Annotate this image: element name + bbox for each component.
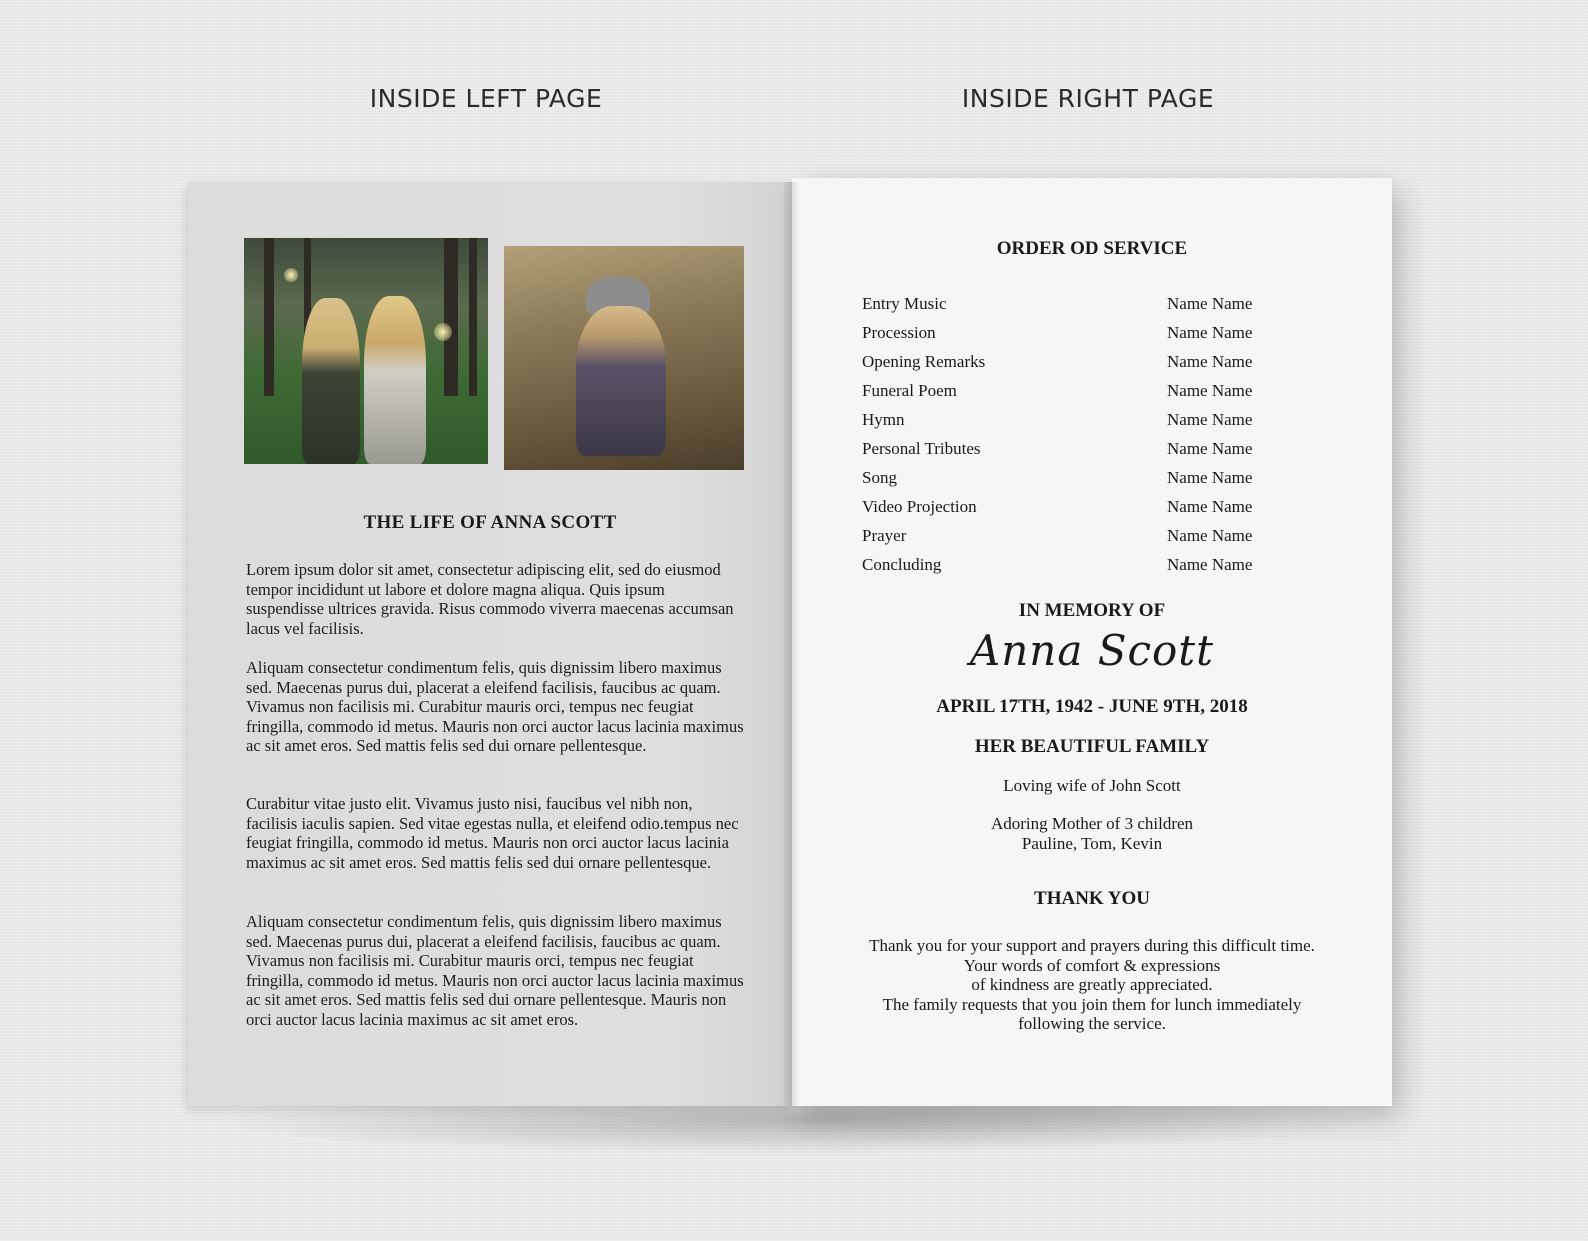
family-line: Pauline, Tom, Kevin [1021, 834, 1163, 853]
thank-you-title: THANK YOU [1034, 888, 1150, 909]
service-name: Name Name [1167, 381, 1253, 400]
life-dates: APRIL 17TH, 1942 - JUNE 9TH, 2018 [936, 696, 1248, 717]
service-row [862, 439, 1282, 468]
thank-you-line: Your words of comfort & expressions [963, 955, 1221, 975]
service-item: Concluding [862, 555, 942, 574]
service-item: Opening Remarks [862, 352, 986, 371]
service-name: Name Name [1167, 555, 1253, 574]
person-figure [364, 296, 426, 464]
service-name: Name Name [1167, 526, 1253, 545]
tree-trunk [264, 238, 274, 396]
life-paragraph: Lorem ipsum dolor sit amet, consectetur adipiscing elit, sed do eiusmod tempor incididunt ut labore et dolore magna aliqua. Quis ipsum suspendisse ultrices gravida. Risus commodo viverra maecenas accumsan lacus vel facilisis. [246, 560, 734, 638]
sparkler-glow [434, 323, 452, 341]
service-row [862, 526, 1282, 555]
service-name: Name Name [1167, 323, 1253, 342]
service-row [862, 294, 1282, 323]
service-item: Song [862, 468, 897, 487]
deceased-name-script: Anna Scott [969, 626, 1215, 675]
sparkler-glow [284, 268, 298, 282]
inside-left-page [188, 182, 792, 1106]
family-line: Adoring Mother of 3 children [990, 814, 1194, 833]
person-figure [576, 306, 666, 456]
order-of-service-list [862, 294, 1282, 584]
service-row [862, 497, 1282, 526]
service-item: Personal Tributes [862, 439, 981, 458]
life-paragraph: Aliquam consectetur condimentum felis, quis dignissim libero maximus sed. Maecenas purus dui, placerat a eleifend facilisis, faucibus ac quam. Vivamus non facilisis mi. Curabitur mauris orci, tempus nec feugiat fringilla, commodo id metus. Mauris non orci auctor lacus lacinia maximus ac sit amet eros. Sed mattis felis sed dui ornare pellentesque. Mauris non orci auctor lacus lacinia maximus ac sit amet eros. [246, 912, 744, 1029]
life-paragraph: Curabitur vitae justo elit. Vivamus justo nisi, faucibus vel nibh non, facilisis iaculis sapien. Sed vitae egestas nulla, et eleifend odio.tempus nec feugiat fringilla, commodo id metus. Mauris non orci auctor lacus lacinia maximus ac sit amet eros. Sed mattis felis sed dui ornare pellentesque. [246, 794, 739, 872]
tree-trunk [469, 238, 477, 396]
service-name: Name Name [1167, 497, 1253, 516]
service-row [862, 352, 1282, 381]
service-row [862, 323, 1282, 352]
service-row [862, 381, 1282, 410]
service-row [862, 555, 1282, 584]
in-memory-title: IN MEMORY OF [1018, 600, 1166, 621]
center-fold [784, 182, 800, 1106]
service-item: Entry Music [862, 294, 947, 313]
service-item: Video Projection [862, 497, 977, 516]
service-item: Prayer [862, 526, 907, 545]
thank-you-line: Thank you for your support and prayers during this difficult time. [869, 936, 1315, 955]
service-name: Name Name [1167, 294, 1253, 313]
thank-you-line: of kindness are greatly appreciated. [971, 975, 1213, 994]
thank-you-line: The family requests that you join them for lunch immediately [882, 994, 1302, 1014]
service-name: Name Name [1167, 410, 1253, 429]
service-item: Funeral Poem [862, 381, 957, 400]
service-row [862, 468, 1282, 497]
person-figure [302, 298, 360, 464]
tree-trunk [444, 238, 458, 396]
service-name: Name Name [1167, 468, 1253, 487]
inside-left-page-label: INSIDE LEFT PAGE [369, 84, 603, 113]
photo-girl-dandelion [504, 246, 744, 470]
inside-right-page-label: INSIDE RIGHT PAGE [961, 84, 1215, 113]
life-paragraph: Aliquam consectetur condimentum felis, quis dignissim libero maximus sed. Maecenas purus dui, placerat a eleifend facilisis, faucibus ac quam. Vivamus non facilisis mi. Curabitur mauris orci, tempus nec feugiat fringilla, commodo id metus. Mauris non orci auctor lacus lacinia maximus ac sit amet eros. Sed mattis felis sed dui ornare pellentesque. [246, 658, 744, 755]
life-title: THE LIFE OF ANNA SCOTT [363, 512, 617, 533]
thank-you-text [792, 936, 1392, 1034]
photo-friends-sparklers [244, 238, 488, 464]
order-of-service-title: ORDER OD SERVICE [996, 238, 1188, 259]
service-row [862, 410, 1282, 439]
service-name: Name Name [1167, 439, 1253, 458]
service-item: Hymn [862, 410, 905, 429]
service-item: Procession [862, 323, 936, 342]
thank-you-line: following the service. [1018, 1014, 1166, 1033]
family-line: Loving wife of John Scott [1003, 776, 1181, 795]
family-title: HER BEAUTIFUL FAMILY [974, 736, 1210, 757]
inside-right-page [792, 178, 1392, 1106]
service-name: Name Name [1167, 352, 1253, 371]
